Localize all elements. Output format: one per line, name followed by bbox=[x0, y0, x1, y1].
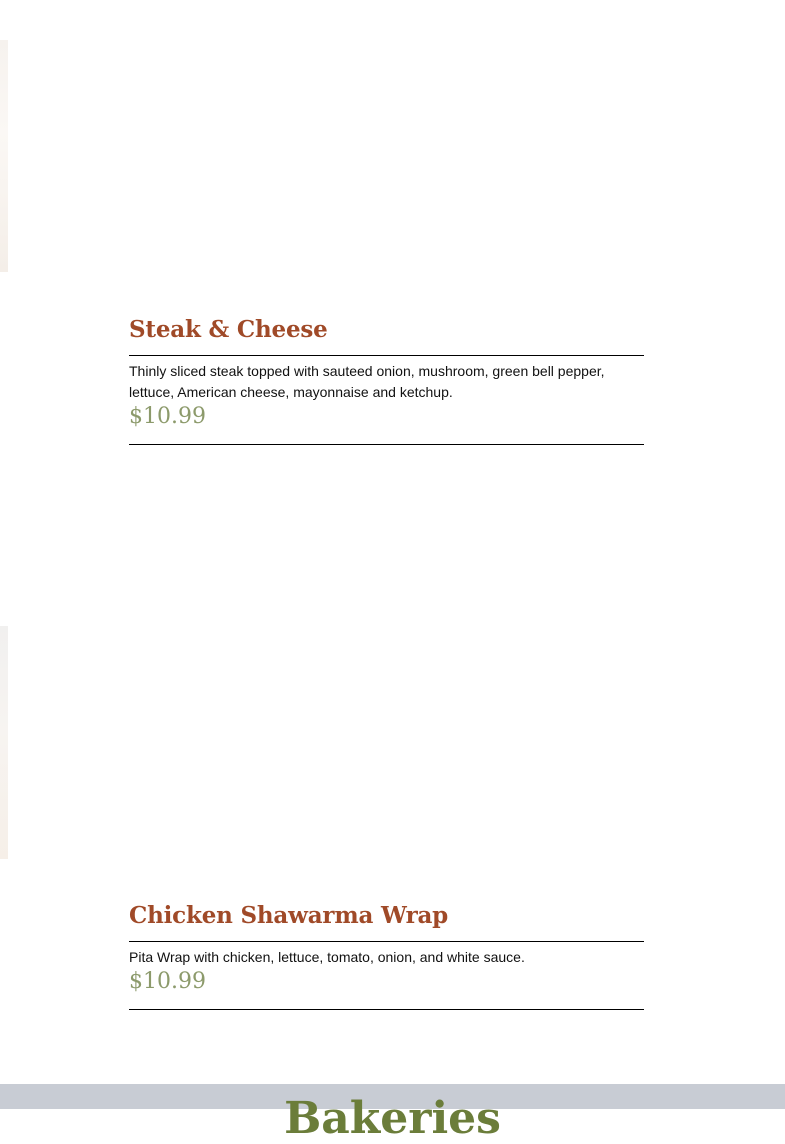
image-edge-bottom bbox=[0, 626, 8, 859]
menu-item-chicken-shawarma-wrap bbox=[129, 902, 644, 1010]
item-title: Steak & Cheese bbox=[129, 316, 328, 343]
item-title: Chicken Shawarma Wrap bbox=[129, 902, 449, 929]
menu-item-steak-cheese bbox=[129, 316, 644, 445]
item-description: Thinly sliced steak topped with sauteed onion, mushroom, green bell pepper, lettuce, American cheese, mayonnaise and ketchup. bbox=[129, 363, 605, 400]
item-price: $10.99 bbox=[129, 404, 206, 429]
item-price: $10.99 bbox=[129, 969, 206, 994]
divider bbox=[129, 444, 644, 445]
image-edge-top bbox=[0, 40, 8, 272]
divider bbox=[129, 1009, 644, 1010]
item-description: Pita Wrap with chicken, lettuce, tomato, onion, and white sauce. bbox=[129, 949, 525, 965]
next-section-band bbox=[0, 1084, 785, 1144]
section-heading: Bakeries bbox=[284, 1093, 501, 1144]
